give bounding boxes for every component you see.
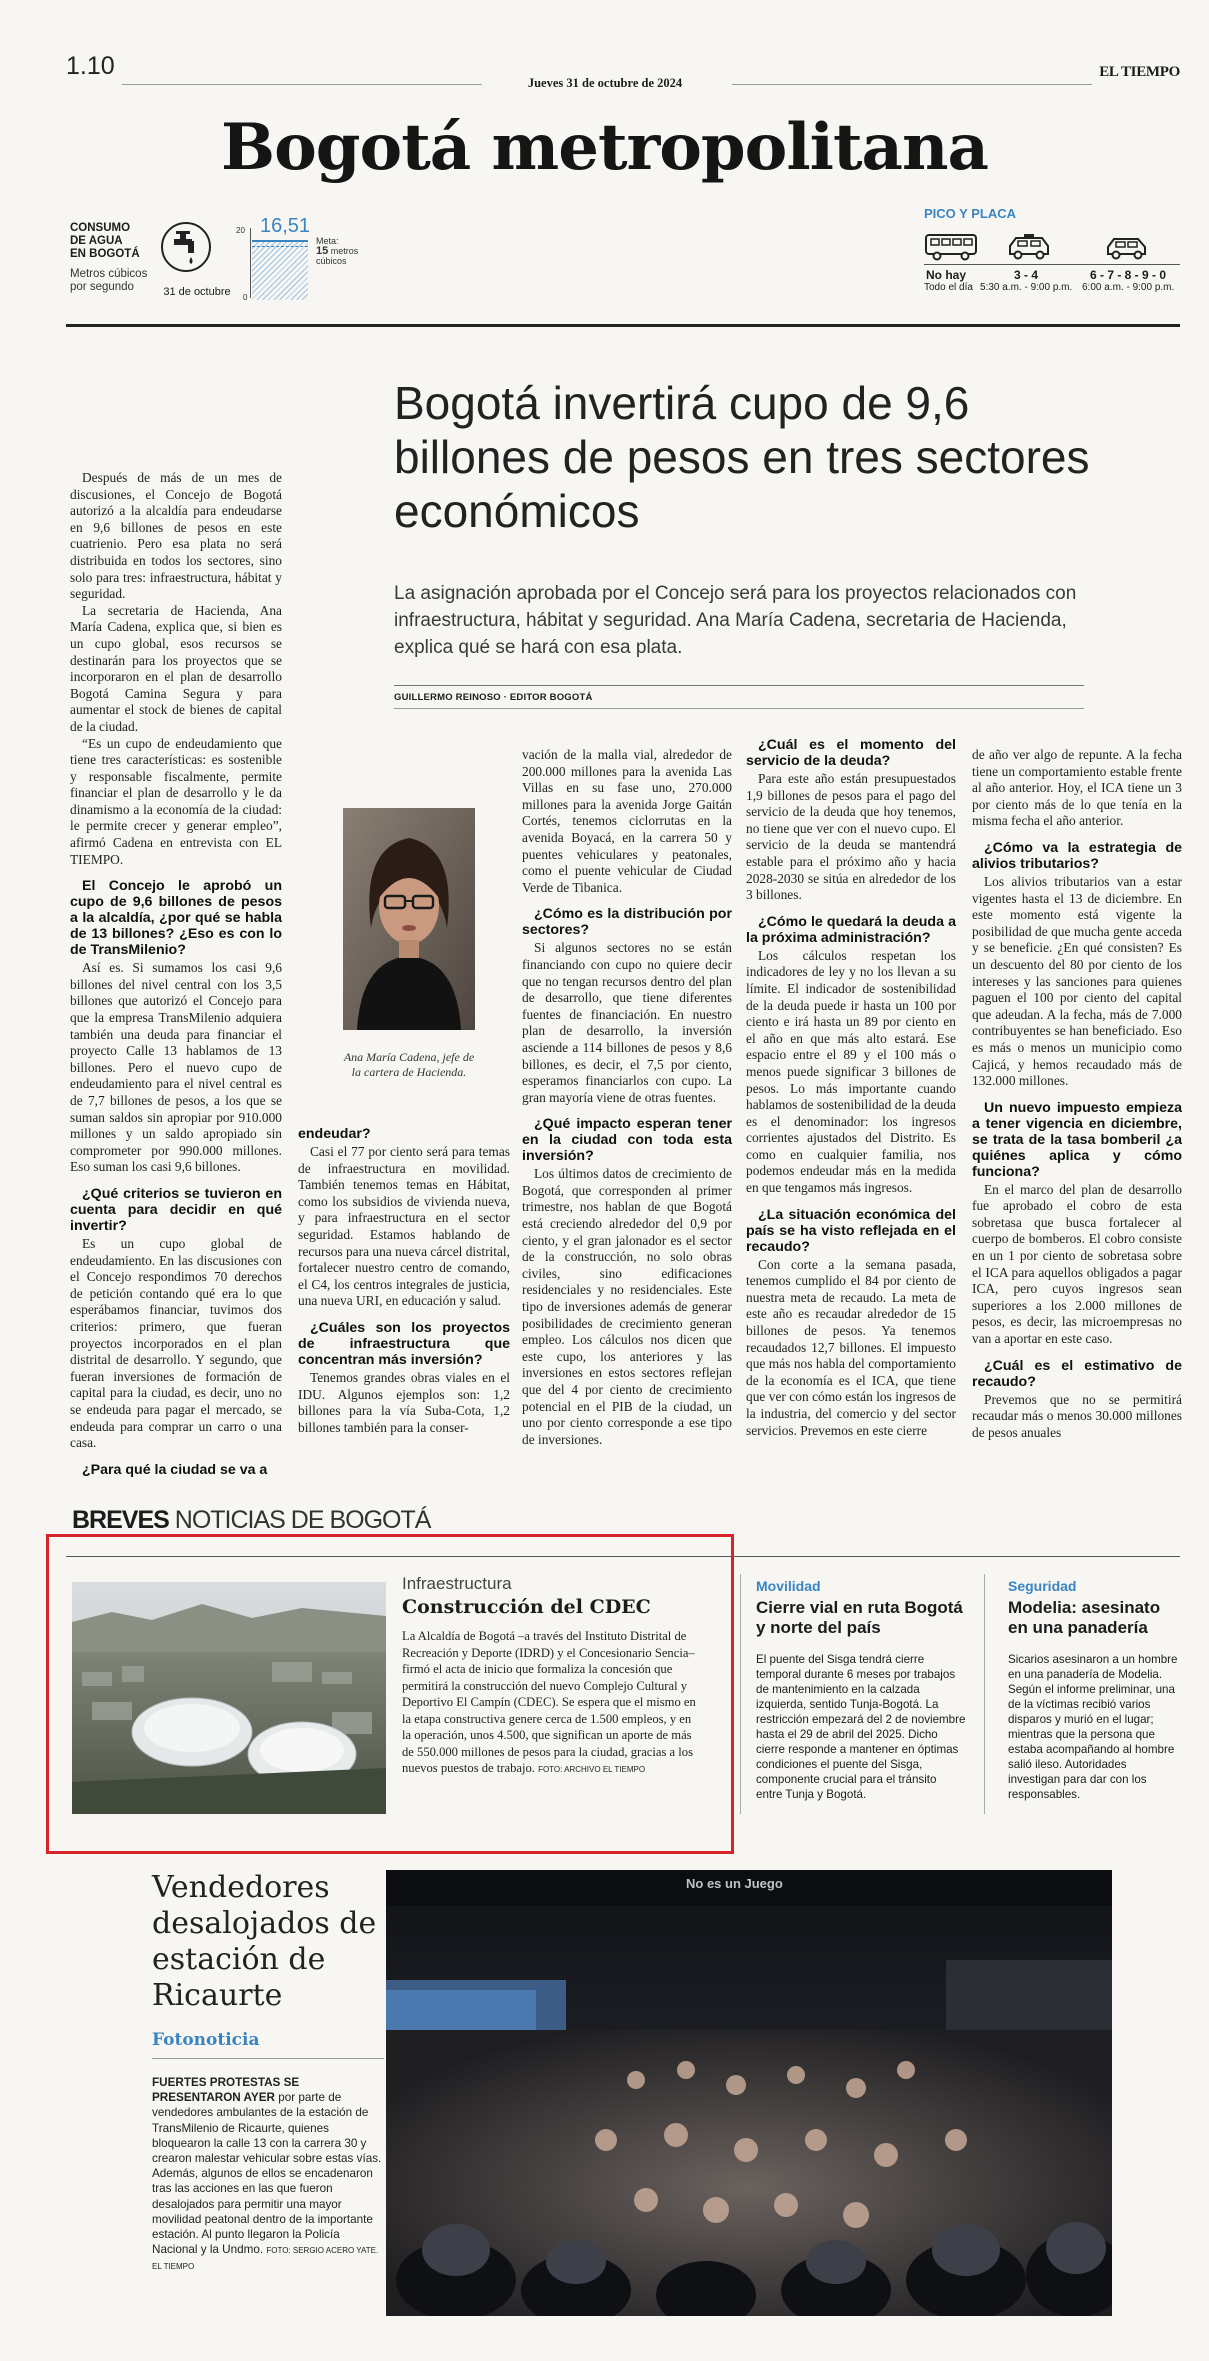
pico-car-hours: 6:00 a.m. - 9:00 p.m.	[1082, 282, 1175, 293]
breve-2-kicker: Movilidad	[756, 1578, 821, 1594]
question-heading: ¿Para qué la ciudad se va a	[82, 1461, 268, 1478]
header-rule-right	[732, 84, 1092, 85]
foto-kicker: Fotonoticia	[152, 2030, 260, 2050]
column-2-top: endeudar?	[298, 1126, 371, 1142]
protest-banner-text: No es un Juego	[686, 1876, 783, 1891]
article-paragraph: Prevemos que no se permitirá recaudar más o menos 30.000 millones de pesos anuales	[972, 1391, 1182, 1440]
protest-photo	[386, 1870, 1112, 2316]
article-paragraph: Tenemos grandes obras viales en el IDU. Algunos ejemplos son: 1,2 billones para la vía Suba-Cota, 1,2 billones también para la conser-	[298, 1369, 510, 1435]
water-axis-bottom: 0	[243, 293, 248, 302]
water-axis-top: 20	[236, 226, 245, 235]
question-heading: ¿La situación económica del país se ha visto reflejada en el recaudo?	[746, 1206, 956, 1255]
foto-title: Vendedores desalojados de estación de Ricaurte	[152, 1870, 377, 2013]
article-column-4	[746, 737, 956, 1439]
article-column-5	[972, 747, 1182, 1441]
article-deck: La asignación aprobada por el Concejo será para los proyectos relacionados con infraestructura, hábitat y seguridad. Ana María Cadena, secretaria de Hacienda, explica qué se hará con esa plata.	[394, 583, 1077, 658]
water-axis	[250, 228, 251, 298]
article-paragraph: Después de más de un mes de discusiones, el Concejo de Bogotá autorizó a la alcaldía para endeudarse en 9,6 billones de pesos en este cuatrienio. Pero esa plata no será distribuida en todos los sectores, sino solo para tres: infraestructura, hábitat y seguridad.	[70, 470, 282, 602]
breve-main-body: La Alcaldía de Bogotá –a través del Instituto Distrital de Recreación y Deporte (IDRD) y el Concesionario Sencia– firmó el acta de inicio que formaliza la concesión que permitirá la construcción del nuevo Complejo Cultural y Deportivo El Campín (CDEC). Se espera que el mismo en la etapa constructiva genere cerca de 1.500 empleos, y en la operación, unos 4.500, que significan un aporte de más de 550.000 millones de pesos para la ciudad, gracias a los nuevos puestos de trabajo. FOTO: ARCHIVO EL TIEMPO	[402, 1629, 696, 1775]
pico-taxi-digits: 3 - 4	[1014, 268, 1039, 282]
article-paragraph: Los alivios tributarios van a estar vigentes hasta el 13 de diciembre. En este momento está vigente la posibilidad de que mucha gente acceda y se beneficie. ¿En qué consisten? Es un descuento del 80 por ciento de los intereses y las sanciones para quienes paguen el 100 por ciento del capital que adeudan. A la fecha, más de 7.000 contribuyentes se han beneficiado. Eso es más o menos un municipio como Cajicá, y hemos recaudado más de 132.000 millones.	[972, 873, 1182, 1089]
article-column-1	[70, 470, 282, 1480]
article-paragraph: Si algunos sectores no se están financiando con cupo no quiere decir que no tengan recursos dentro del plan de desarrollo, que tiene diferentes fuentes de financiación. En nuestro plan de desarrollo, la inversión asciende a 114 billones de pesos y 8,6 billones, es decir, el 7,5 por ciento, esperamos financiarlos con cupo. La gran mayoría viene de otras fuentes.	[522, 940, 732, 1105]
pico-bus-digits: No hay	[926, 268, 967, 282]
pico-bus-hours: Todo el día	[924, 282, 973, 293]
article-paragraph: de año ver algo de repunte. A la fecha tiene un comportamiento estable frente al año anterior. Hoy, el ICA tiene un 3 por ciento más de lo que tenía en la misma fecha el año anterior.	[972, 747, 1182, 829]
pico-title: PICO Y PLACA	[924, 206, 1016, 221]
water-goal-line	[252, 246, 308, 247]
pico-rule	[924, 264, 1180, 265]
water-tap-icon	[160, 221, 212, 273]
article-paragraph: Con corte a la semana pasada, tenemos cumplido el 84 por ciento de nuestra meta de recaudo. La meta de este año es recaudar alrededor de 15 billones de pesos. Ya tenemos recaudados 12,7 billones. El impuesto que más nos habla del comportamiento de la economía es el ICA, que tiene que ver con cómo están los ingresos de la industria, del comercio y del sector servicios. Prevemos en este cierre	[746, 1256, 956, 1438]
question-heading: ¿Cuál es el momento del servicio de la deuda?	[746, 737, 956, 769]
article-column-3	[522, 747, 732, 1448]
article-paragraph: Los cálculos respetan los indicadores de ley y no los llevan a su límite. El indicador de sostenibilidad de la deuda puede ir hasta un 100 por ciento e irá hasta un 89 por ciento en el año en que más alto estará. Ese espacio entre el 89 y el 100 más o menos puede significar 3 billones de pesos. Lo más importante cuando hablamos de sostenibilidad de la deuda es el denominador: los ingresos corrientes ajustados del Distrito. Es como en cualquier familia, nos podemos endeudar más en la medida en que tengamos más ingresos.	[746, 947, 956, 1196]
question-heading: Un nuevo impuesto empieza a tener vigencia en diciembre, se trata de la tasa bomberil ¿a quiénes aplica y cómo funciona?	[972, 1099, 1182, 1180]
article-paragraph: vación de la malla vial, alrededor de 200.000 millones para la avenida Las Villas en su fase uno, 270.000 millones para la avenida Jorge Gaitán Cortés, tenemos ciclorrutas en la avenida Boyacá, en la carrera 50 y puentes vehiculares y peatonales, como el puente vehicular de Ciudad Verde de Tibanica.	[522, 747, 732, 895]
article-paragraph: En el marco del plan de desarrollo fue aprobado el cobro de esta sobretasa que busca fortalecer al cuerpo de bomberos. El cobro consiste en un 1 por ciento de sobretasa sobre el ICA para aquellos obligados a pagar ICA, pero cuyos ingresos sean superiores a los 2.000 millones de pesos, es decir, las microempresas no van a aportar en este caso.	[972, 1181, 1182, 1347]
water-value: 16,51	[260, 215, 311, 237]
pico-taxi-hours: 5:30 a.m. - 9:00 p.m.	[980, 282, 1073, 293]
breve-2-body: El puente del Sisga tendrá cierre temporal durante 6 meses por trabajos de mantenimiento en la calzada izquierda, sentido Tunja-Bogotá. La restricción empezará del 2 de noviembre hasta el 29 de abril del 2025. Dicho cierre responde a mantener en óptimas condiciones el puente del Sisga, componente crucial para el tránsito entre Tunja y Bogotá.	[756, 1653, 966, 1801]
breve-3-title: Modelia: asesinato en una panadería	[1008, 1598, 1161, 1637]
header-rule-left	[122, 84, 482, 85]
article-paragraph: Los últimos datos de crecimiento de Bogotá, que corresponden al primer trimestre, nos hablan de que Bogotá está creciendo alrededor del 0,9 por ciento, y el gran jalonador es el sector de la construcción, no solo obras civiles, sino edificaciones residenciales y no residenciales. Este tipo de inversiones además de generar posibilidades de crecimiento generan empleo. Los cálculos nos dicen que este cupo, los anteriores y las inversiones en estos sectores reflejan que del 4 por ciento de crecimiento potencial en el PIB de la ciudad, un uno por ciento corresponde a ese tipo de inversiones.	[522, 1166, 732, 1447]
question-heading: ¿Cómo es la distribución por sectores?	[522, 906, 732, 939]
article-paragraph: Así es. Si sumamos los casi 9,6 billones del nivel central con los 3,5 billones que autorizó el Concejo para que la empresa TransMilenio adquiera también una deuda para financiar el proyecto Calle 13 hablamos de 13 billones. Pero el nuevo cupo de endeudamiento para el nivel central es de 7,7 billones de pesos, a los que se suman saldos sin apropiar por 910.000 millones y un saldo apropiado sin comprometer por 990.000 millones. Eso suman los casi 9,6 billones.	[70, 960, 282, 1175]
byline: GUILLERMO REINOSO · EDITOR BOGOTÁ	[394, 692, 593, 703]
pico-car-digits: 6 - 7 - 8 - 9 - 0	[1090, 268, 1167, 282]
foto-body: FUERTES PROTESTAS SE PRESENTARON AYER por parte de vendedores ambulantes de la estación de TransMilenio de Ricaurte, quienes bloquearon la calle 13 con la carrera 30 y crearon malestar vehicular sobre estas vías. Además, algunos de ellos se encadenaron tras las acciones en las que fueron desalojados para permitir una mayor movilidad peatonal dentro de la importante estación. Al punto llegaron la Policía Nacional y la Undmo. FOTO: SERGIO ACERO YATE. EL TIEMPO	[152, 2076, 382, 2272]
page-number: 1.10	[66, 52, 115, 80]
question-heading: ¿Cómo le quedará la deuda a la próxima administración?	[746, 913, 956, 946]
water-sub: Metros cúbicos por segundo	[70, 268, 148, 293]
car-icon	[1104, 234, 1150, 266]
issue-date: Jueves 31 de octubre de 2024	[527, 76, 683, 90]
byline-rule	[394, 708, 1084, 709]
question-heading: ¿Cuáles son los proyectos de infraestructura que concentran más inversión?	[298, 1319, 510, 1368]
breves-divider-2	[984, 1574, 985, 1814]
article-headline: Bogotá invertirá cupo de 9,6 billones de pesos en tres sectores económicos	[394, 377, 1090, 537]
breve-main-title: Construcción del CDEC	[402, 1596, 651, 1618]
cadena-photo	[343, 808, 475, 1030]
cdec-render-image	[72, 1582, 386, 1814]
article-paragraph: La secretaria de Hacienda, Ana María Cadena, explica que, si bien es un cupo global, esos recursos se destinarán para los proyectos que se incorporaron en el plan de desarrollo Bogotá Camina Segura y para aumentar el stock de bienes de capital de la ciudad.	[70, 602, 282, 734]
section-title: Bogotá metropolitana	[220, 110, 989, 185]
question-heading: El Concejo le aprobó un cupo de 9,6 billones de pesos a la alcaldía, ¿por qué se habla de 13 billones? ¿Eso es con lo de TransMilenio?	[70, 878, 282, 959]
breve-2-title: Cierre vial en ruta Bogotá y norte del país	[756, 1598, 963, 1637]
masthead: EL TIEMPO	[1099, 64, 1180, 80]
deck-rule	[394, 685, 1084, 686]
foto-kicker-rule	[152, 2058, 384, 2059]
article-paragraph: Es un cupo global de endeudamiento. En las discusiones con el Concejo respondimos 70 derechos de petición contando qué era lo que esperábamos financiar, tuvimos dos criterios: primero, que fueran proyectos incorporados en el plan distrital de desarrollo. Y segundo, que fueran inversiones de formación de capital para la ciudad, es decir, uno no se endeuda para pagar el mercado, se endeuda para comprar un carro o una casa.	[70, 1235, 282, 1451]
question-heading: ¿Cuál es el estimativo de recaudo?	[972, 1357, 1182, 1390]
taxi-icon	[1006, 232, 1052, 266]
article-column-2	[298, 1144, 510, 1436]
question-heading: ¿Qué impacto esperan tener en la ciudad con toda esta inversión?	[522, 1116, 732, 1165]
article-paragraph: Casi el 77 por ciento será para temas de infraestructura en movilidad. También tenemos temas en Hábitat, como los subsidios de vivienda nueva, y para infraestructura en el sector seguridad. Estamos hablando de recursos para una nueva cárcel distrital, fortalecer nuestro centro de comando, el C4, los centros integrales de justicia, una nueva URI, en educación y salud.	[298, 1144, 510, 1309]
bus-icon	[924, 232, 978, 266]
water-label: CONSUMO DE AGUA EN BOGOTÁ	[70, 222, 140, 260]
photo-caption: Ana María Cadena, jefe de la cartera de Hacienda.	[343, 1050, 475, 1079]
article-paragraph: “Es un cupo de endeudamiento que tiene tres características: es sostenible y responsable fiscalmente, permite financiar el plan de desarrollo y le da dinamismo a la economía de la ciudad: le permite crecer y generar empleo”, afirmó Cadena en entrevista con EL TIEMPO.	[70, 735, 282, 867]
breve-main-kicker: Infraestructura	[402, 1574, 512, 1593]
breves-divider-1	[740, 1574, 741, 1814]
article-paragraph: Para este año están presupuestados 1,9 billones de pesos para el pago del servicio de la deuda que hoy tenemos, no tiene que ver con el nuevo cupo. El servicio de la deuda se mantendrá estable para el próximo año y hacia 2028-2030 se sitúa en alrededor de los 3 billones.	[746, 771, 956, 903]
breves-title: BREVES NOTICIAS DE BOGOTÁ	[72, 1506, 431, 1534]
water-date: 31 de octubre	[163, 286, 231, 298]
question-heading: ¿Qué criterios se tuvieron en cuenta para decidir en qué invertir?	[70, 1185, 282, 1234]
breve-3-kicker: Seguridad	[1008, 1578, 1077, 1594]
water-level-bar	[252, 240, 308, 300]
breve-3-body: Sicarios asesinaron a un hombre en una panadería de Modelia. Según el informe preliminar, una de la víctimas recibió varios disparos y murió en el lugar; mientras que la persona que estaba acompañando al hombre salió ileso. Autoridades investigan para dar con los responsables.	[1008, 1653, 1178, 1801]
header-bottom-rule	[66, 324, 1180, 327]
question-heading: ¿Cómo va la estrategia de alivios tributarios?	[972, 839, 1182, 872]
water-goal: Meta: 15 metros cúbicos	[316, 236, 359, 266]
